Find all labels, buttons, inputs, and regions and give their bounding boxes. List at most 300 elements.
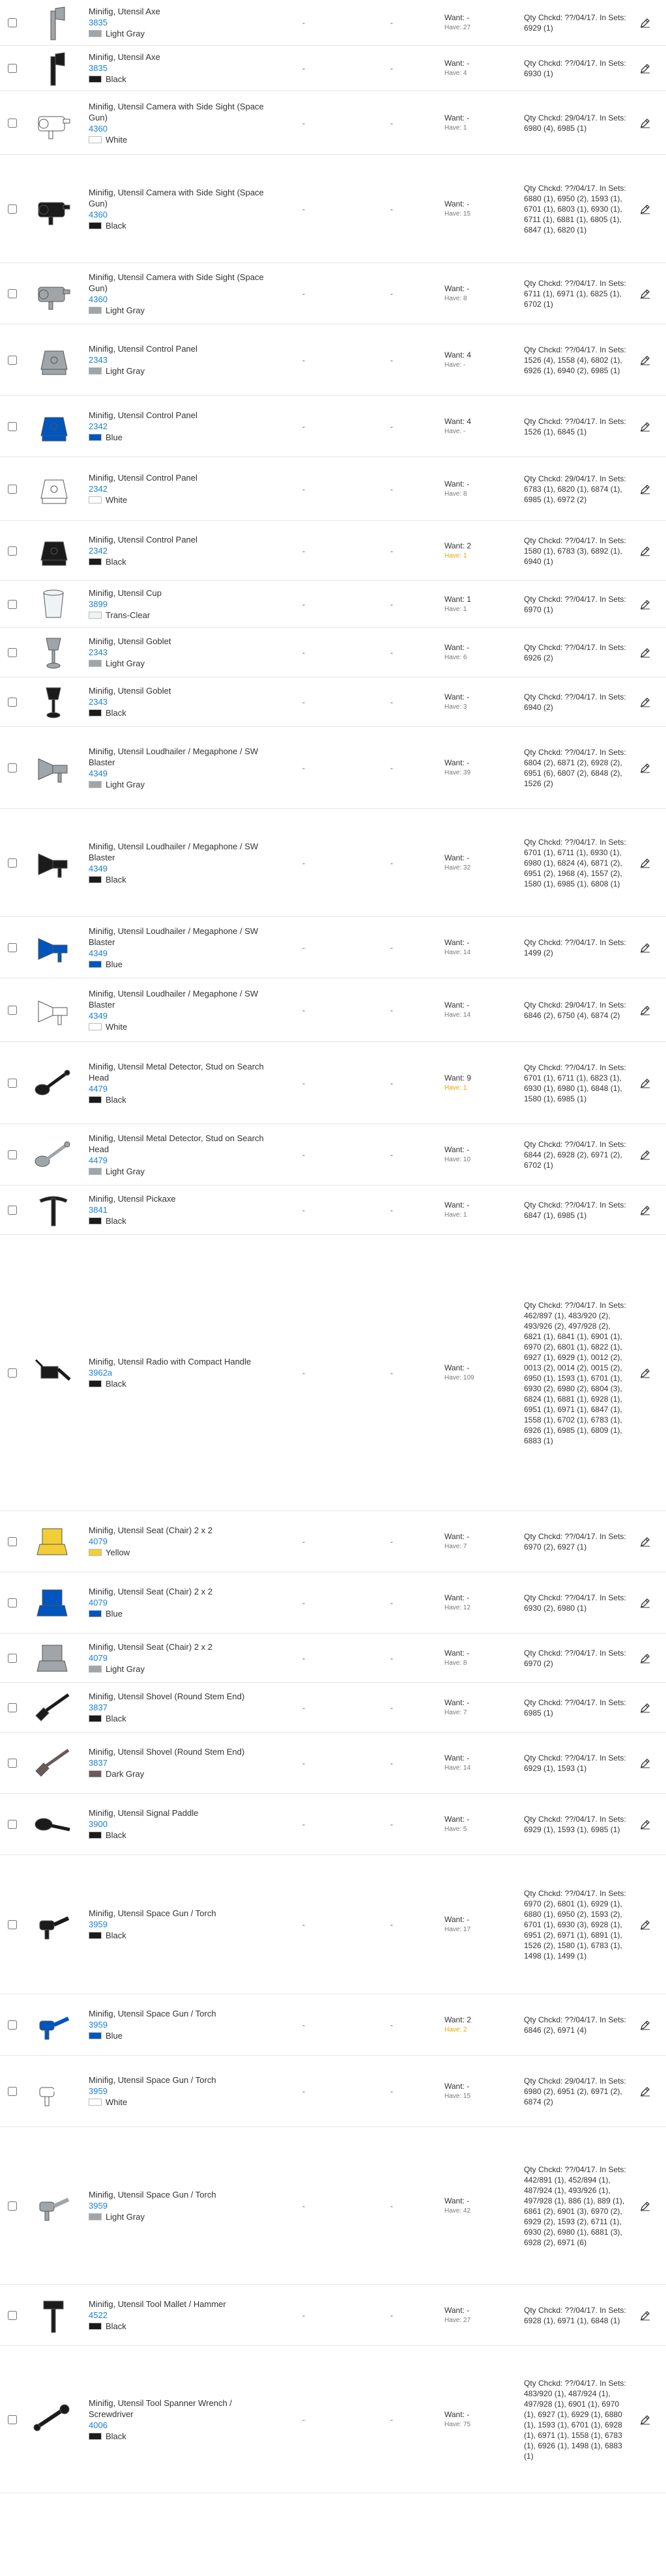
edit-action[interactable] [632, 1758, 658, 1768]
edit-pencil-icon[interactable] [640, 2414, 650, 2425]
color-swatch [89, 1770, 102, 1777]
row-checkbox[interactable] [8, 422, 17, 431]
select-cell [0, 2087, 25, 2096]
col-a-value: - [302, 599, 305, 609]
part-id-link[interactable]: 2342 [89, 484, 108, 494]
panel-icon [29, 341, 78, 380]
col-b-value: - [390, 1150, 393, 1159]
edit-pencil-icon[interactable] [640, 1819, 650, 1830]
edit-pencil-icon[interactable] [640, 942, 650, 953]
have-value: Have: 14 [444, 1011, 471, 1019]
edit-pencil-icon[interactable] [640, 2310, 650, 2321]
edit-pencil-icon[interactable] [640, 1205, 650, 1215]
have-value: Have: 1 [444, 1211, 467, 1219]
edit-pencil-icon[interactable] [640, 289, 650, 299]
edit-pencil-icon[interactable] [640, 858, 650, 868]
megaphone-part-image[interactable] [25, 843, 82, 883]
color-name: Blue [106, 432, 123, 442]
part-id-link[interactable]: 4079 [89, 1653, 108, 1663]
color-swatch [89, 1549, 102, 1556]
have-value: Have: 27 [444, 2316, 471, 2324]
color-name: Light Gray [106, 2212, 145, 2222]
select-cell [0, 1703, 25, 1712]
edit-action[interactable] [632, 1150, 658, 1160]
edit-action[interactable] [632, 2020, 658, 2030]
color-swatch [89, 1932, 102, 1939]
want-value: Want: - [444, 642, 470, 652]
edit-action[interactable] [632, 204, 658, 214]
want-value: Want: - [444, 12, 470, 22]
col-a-value: - [302, 2414, 305, 2424]
cup-part-image[interactable] [25, 585, 82, 624]
select-cell [0, 1006, 25, 1015]
edit-action[interactable] [632, 2414, 658, 2425]
edit-action[interactable] [632, 484, 658, 494]
col-a-value: - [302, 1005, 305, 1015]
row-checkbox[interactable] [8, 1150, 17, 1159]
part-row [0, 917, 666, 978]
seat-part-image[interactable] [25, 1522, 82, 1561]
torch-part-image[interactable] [25, 1905, 82, 1944]
part-color [89, 556, 268, 567]
want-have [444, 1531, 524, 1552]
edit-pencil-icon[interactable] [640, 63, 650, 74]
edit-action[interactable] [632, 647, 658, 658]
wrench-part-image[interactable] [25, 2400, 82, 2439]
part-id-link[interactable]: 4479 [89, 1083, 108, 1094]
part-id-link[interactable]: 2342 [89, 421, 108, 431]
color-name: Black [106, 2321, 126, 2331]
edit-action[interactable] [632, 2310, 658, 2321]
radio-part-image[interactable] [25, 1353, 82, 1393]
row-checkbox[interactable] [8, 1537, 17, 1546]
select-cell [0, 2415, 25, 2424]
edit-action[interactable] [632, 1598, 658, 1608]
part-color [89, 874, 268, 885]
part-name: Minifig, Utensil Camera with Side Sight (Space Gun) [89, 101, 264, 122]
row-checkbox[interactable] [8, 18, 17, 27]
want-value: Want: - [444, 692, 470, 701]
edit-pencil-icon[interactable] [640, 1598, 650, 1608]
camera-part-image[interactable] [25, 274, 82, 313]
qty-checked-sets: Qty Chckd: ??/04/17. In Sets: 6804 (2), 6871 (2), 6928 (2), 6951 (6), 6807 (2), 6848 (2), 1526 (2) [524, 747, 626, 788]
part-color [89, 2431, 268, 2442]
edit-pencil-icon[interactable] [640, 546, 650, 556]
camera-icon [29, 190, 78, 229]
seat-icon [29, 1583, 78, 1622]
part-id-link[interactable]: 4522 [89, 2310, 108, 2320]
edit-action[interactable] [632, 1205, 658, 1215]
row-checkbox[interactable] [8, 1079, 17, 1088]
edit-action[interactable] [632, 1919, 658, 1930]
want-have [444, 853, 524, 873]
col-a-value: - [302, 1205, 305, 1215]
part-id-link[interactable]: 4349 [89, 948, 108, 958]
goblet-part-image[interactable] [25, 683, 82, 722]
part-color [89, 1663, 268, 1675]
col-a-value: - [302, 1919, 305, 1929]
part-id-link[interactable]: 2343 [89, 647, 108, 657]
want-value: Want: - [444, 2081, 470, 2091]
col-a-value: - [302, 546, 305, 556]
part-id-link[interactable]: 3837 [89, 1758, 108, 1768]
goblet-icon [29, 633, 78, 672]
row-checkbox[interactable] [8, 2311, 17, 2320]
part-id-link[interactable]: 4006 [89, 2420, 108, 2430]
col-a-value: - [302, 647, 305, 657]
col-b-value: - [390, 599, 393, 609]
edit-action[interactable] [632, 63, 658, 74]
axe-part-image[interactable] [25, 49, 82, 88]
qty-checked-sets: Qty Chckd: ??/04/17. In Sets: 6928 (1), 6971 (1), 6848 (1) [524, 2305, 626, 2325]
camera-part-image[interactable] [25, 104, 82, 143]
color-swatch [89, 136, 102, 143]
part-id-link[interactable]: 4079 [89, 1536, 108, 1546]
part-id-link[interactable]: 3900 [89, 1819, 108, 1829]
want-have [444, 1648, 524, 1669]
select-cell [0, 858, 25, 868]
paddle-icon [29, 1805, 78, 1844]
want-value: Want: - [444, 1000, 470, 1010]
camera-icon [29, 104, 78, 143]
panel-part-image[interactable] [25, 531, 82, 571]
edit-pencil-icon[interactable] [640, 204, 650, 214]
color-name: Black [106, 557, 126, 567]
col-a-value: - [302, 289, 305, 298]
row-checkbox[interactable] [8, 546, 17, 556]
have-value: Have: 17 [444, 1925, 471, 1933]
col-a-value: - [302, 2201, 305, 2211]
col-b-value: - [390, 1819, 393, 1829]
edit-action[interactable] [632, 599, 658, 610]
part-color [89, 1215, 268, 1226]
shovel-part-image[interactable] [25, 1688, 82, 1727]
part-description [82, 685, 268, 718]
color-name: Light Gray [106, 658, 145, 668]
part-color [89, 1547, 268, 1558]
row-checkbox[interactable] [8, 858, 17, 868]
megaphone-part-image[interactable] [25, 928, 82, 967]
part-id-link[interactable]: 4360 [89, 209, 108, 219]
want-have [444, 350, 524, 371]
have-value: Have: 32 [444, 864, 471, 871]
want-value: Want: 2 [444, 541, 471, 550]
part-row [0, 1794, 666, 1855]
want-value: Want: - [444, 853, 470, 862]
part-color [89, 134, 268, 145]
qty-checked-sets: Qty Chckd: ??/04/17. In Sets: 6711 (1), 6971 (1), 6825 (1), 6702 (1) [524, 278, 626, 309]
part-name: Minifig, Utensil Tool Spanner Wrench / Screwdriver [89, 2398, 232, 2419]
want-value: Want: - [444, 479, 470, 488]
edit-action[interactable] [632, 1703, 658, 1713]
edit-action[interactable] [632, 697, 658, 707]
row-checkbox[interactable] [8, 356, 17, 365]
edit-pencil-icon[interactable] [640, 763, 650, 773]
part-id-link[interactable]: 3959 [89, 1919, 108, 1929]
row-checkbox[interactable] [8, 119, 17, 128]
row-checkbox[interactable] [8, 1820, 17, 1829]
part-color [89, 1094, 268, 1105]
seat-part-image[interactable] [25, 1583, 82, 1622]
edit-action[interactable] [632, 942, 658, 953]
seat-part-image[interactable] [25, 1639, 82, 1678]
edit-pencil-icon[interactable] [640, 1368, 650, 1378]
color-swatch [89, 1832, 102, 1839]
edit-action[interactable] [632, 355, 658, 365]
want-have [444, 1814, 524, 1835]
have-value: Have: 1 [444, 1084, 467, 1092]
torch-icon [29, 2187, 78, 2226]
panel-icon [29, 470, 78, 509]
row-checkbox[interactable] [8, 485, 17, 494]
part-id-link[interactable]: 4479 [89, 1155, 108, 1165]
part-id-link[interactable]: 3899 [89, 599, 108, 609]
edit-pencil-icon[interactable] [640, 1078, 650, 1088]
qty-checked-sets: Qty Chckd: ??/04/17. In Sets: 6929 (1) [524, 12, 626, 33]
qty-checked-sets: Qty Chckd: ??/04/17. In Sets: 6846 (2), 6971 (4) [524, 2015, 626, 2035]
have-value: Have: 2 [444, 2026, 467, 2033]
part-row [0, 2056, 666, 2127]
panel-part-image[interactable] [25, 407, 82, 446]
detector-part-image[interactable] [25, 1064, 82, 1103]
qty-checked-sets: Qty Chckd: 29/04/17. In Sets: 6846 (2), 6750 (4), 6874 (2) [524, 1000, 626, 1020]
edit-action[interactable] [632, 18, 658, 28]
row-checkbox[interactable] [8, 2020, 17, 2030]
megaphone-part-image[interactable] [25, 748, 82, 787]
hammer-part-image[interactable] [25, 2296, 82, 2335]
edit-pencil-icon[interactable] [640, 118, 650, 128]
part-description [82, 2008, 268, 2041]
select-cell [0, 2201, 25, 2211]
part-name: Minifig, Utensil Space Gun / Torch [89, 2009, 216, 2018]
part-id-link[interactable]: 4349 [89, 1010, 108, 1021]
edit-action[interactable] [632, 2086, 658, 2097]
edit-pencil-icon[interactable] [640, 1150, 650, 1160]
part-id-link[interactable]: 3835 [89, 18, 108, 27]
part-id-link[interactable]: 2343 [89, 355, 108, 365]
color-swatch [89, 1380, 102, 1387]
col-a-value: - [302, 942, 305, 952]
row-checkbox[interactable] [8, 1368, 17, 1378]
col-b-value: - [390, 2414, 393, 2424]
edit-action[interactable] [632, 1078, 658, 1088]
row-checkbox[interactable] [8, 64, 17, 73]
torch-part-image[interactable] [25, 2005, 82, 2045]
goblet-part-image[interactable] [25, 633, 82, 672]
row-checkbox[interactable] [8, 1006, 17, 1015]
edit-pencil-icon[interactable] [640, 647, 650, 658]
part-description [82, 1691, 268, 1724]
row-checkbox[interactable] [8, 1206, 17, 1215]
part-id-link[interactable]: 4079 [89, 1598, 108, 1607]
part-id-link[interactable]: 4349 [89, 863, 108, 873]
part-id-link[interactable]: 3959 [89, 2086, 108, 2096]
edit-pencil-icon[interactable] [640, 1005, 650, 1015]
part-id-link[interactable]: 3835 [89, 63, 108, 73]
edit-action[interactable] [632, 763, 658, 773]
paddle-part-image[interactable] [25, 1805, 82, 1844]
edit-pencil-icon[interactable] [640, 1536, 650, 1547]
select-cell [0, 1537, 25, 1546]
part-id-link[interactable]: 3837 [89, 1703, 108, 1712]
cup-icon [29, 585, 78, 624]
edit-action[interactable] [632, 858, 658, 868]
part-id-link[interactable]: 2342 [89, 546, 108, 556]
part-id-link[interactable]: 3959 [89, 2020, 108, 2030]
panel-part-image[interactable] [25, 341, 82, 380]
color-name: Light Gray [106, 305, 145, 315]
select-cell [0, 1759, 25, 1768]
col-b-value: - [390, 421, 393, 431]
have-value: Have: 5 [444, 1825, 467, 1833]
detector-part-image[interactable] [25, 1135, 82, 1174]
axe-part-image[interactable] [25, 3, 82, 42]
color-name: Black [106, 874, 126, 885]
torch-part-image[interactable] [25, 2072, 82, 2111]
want-have [444, 1697, 524, 1718]
part-id-link[interactable]: 3841 [89, 1205, 108, 1215]
edit-pencil-icon[interactable] [640, 599, 650, 610]
part-id-link[interactable]: 4360 [89, 123, 108, 134]
row-checkbox[interactable] [8, 2087, 17, 2096]
edit-action[interactable] [632, 1653, 658, 1663]
col-b-value: - [390, 118, 393, 128]
color-name: Trans-Clear [106, 610, 151, 620]
edit-action[interactable] [632, 118, 658, 128]
edit-pencil-icon[interactable] [640, 2020, 650, 2030]
row-checkbox[interactable] [8, 2415, 17, 2424]
edit-action[interactable] [632, 2201, 658, 2211]
color-swatch [89, 30, 102, 37]
part-description [82, 2189, 268, 2222]
torch-part-image[interactable] [25, 2187, 82, 2226]
megaphone-icon [29, 843, 78, 883]
row-checkbox[interactable] [8, 2201, 17, 2211]
col-b-value: - [390, 1598, 393, 1607]
select-cell [0, 648, 25, 657]
col-b-value: - [390, 942, 393, 952]
want-value: Want: 4 [444, 416, 471, 426]
edit-action[interactable] [632, 1819, 658, 1830]
part-name: Minifig, Utensil Seat (Chair) 2 x 2 [89, 1642, 213, 1652]
part-color [89, 1608, 268, 1619]
row-checkbox[interactable] [8, 1598, 17, 1607]
part-id-link[interactable]: 3959 [89, 2201, 108, 2211]
want-value: Want: - [444, 2196, 470, 2205]
have-value: Have: 1 [444, 605, 467, 613]
row-checkbox[interactable] [8, 600, 17, 609]
edit-action[interactable] [632, 546, 658, 556]
select-cell [0, 546, 25, 556]
edit-pencil-icon[interactable] [640, 1653, 650, 1663]
shovel-part-image[interactable] [25, 1744, 82, 1783]
col-b-value: - [390, 697, 393, 707]
part-id-link[interactable]: 3962a [89, 1368, 113, 1378]
panel-icon [29, 531, 78, 571]
edit-pencil-icon[interactable] [640, 2201, 650, 2211]
edit-pencil-icon[interactable] [640, 697, 650, 707]
part-description [82, 187, 268, 231]
row-checkbox[interactable] [8, 1920, 17, 1929]
edit-pencil-icon[interactable] [640, 1919, 650, 1930]
color-swatch [89, 2099, 102, 2106]
have-value: Have: 7 [444, 1542, 467, 1550]
qty-checked-sets: Qty Chckd: ??/04/17. In Sets: 6940 (2) [524, 692, 626, 712]
megaphone-part-image[interactable] [25, 991, 82, 1030]
part-description [82, 2398, 268, 2442]
row-checkbox[interactable] [8, 763, 17, 772]
color-name: Light Gray [106, 1166, 145, 1176]
want-have [444, 2015, 524, 2035]
edit-pencil-icon[interactable] [640, 2086, 650, 2097]
edit-pencil-icon[interactable] [640, 1703, 650, 1713]
part-name: Minifig, Utensil Cup [89, 588, 162, 598]
part-id-link[interactable]: 4360 [89, 294, 108, 304]
col-b-value: - [390, 1368, 393, 1378]
row-checkbox[interactable] [8, 289, 17, 298]
edit-pencil-icon[interactable] [640, 18, 650, 28]
panel-icon [29, 407, 78, 446]
have-value: Have: 8 [444, 490, 467, 498]
col-b-value: - [390, 18, 393, 27]
row-checkbox[interactable] [8, 1703, 17, 1712]
row-checkbox[interactable] [8, 698, 17, 707]
edit-pencil-icon[interactable] [640, 355, 650, 365]
camera-part-image[interactable] [25, 190, 82, 229]
part-row [0, 1572, 666, 1634]
part-row [0, 2127, 666, 2285]
part-name: Minifig, Utensil Metal Detector, Stud on Search Head [89, 1133, 264, 1154]
col-a-value: - [302, 484, 305, 494]
row-checkbox[interactable] [8, 943, 17, 952]
edit-action[interactable] [632, 1536, 658, 1547]
part-id-link[interactable]: 2343 [89, 697, 108, 707]
part-color [89, 959, 268, 970]
row-checkbox[interactable] [8, 648, 17, 657]
edit-action[interactable] [632, 289, 658, 299]
row-checkbox[interactable] [8, 1759, 17, 1768]
qty-checked-sets: Qty Chckd: ??/04/17. In Sets: 6970 (2), 6927 (1) [524, 1531, 626, 1551]
pickaxe-part-image[interactable] [25, 1191, 82, 1230]
part-color [89, 2211, 268, 2222]
edit-pencil-icon[interactable] [640, 1758, 650, 1768]
edit-action[interactable] [632, 421, 658, 432]
part-color [89, 658, 268, 669]
edit-pencil-icon[interactable] [640, 421, 650, 432]
want-value: Want: - [444, 2305, 470, 2315]
color-name: White [106, 134, 128, 145]
row-checkbox[interactable] [8, 1654, 17, 1663]
col-a-value: - [302, 1536, 305, 1546]
part-row [0, 628, 666, 677]
part-description [82, 1807, 268, 1841]
color-swatch [89, 1023, 102, 1030]
part-id-link[interactable]: 4349 [89, 768, 108, 778]
want-have [444, 541, 524, 561]
color-swatch [89, 2032, 102, 2039]
want-value: Want: 4 [444, 350, 471, 360]
edit-action[interactable] [632, 1368, 658, 1378]
panel-part-image[interactable] [25, 470, 82, 509]
color-name: Black [106, 708, 126, 718]
row-checkbox[interactable] [8, 205, 17, 214]
have-value: Have: 4 [444, 69, 467, 77]
want-have [444, 1200, 524, 1221]
edit-pencil-icon[interactable] [640, 484, 650, 494]
edit-action[interactable] [632, 1005, 658, 1015]
part-color [89, 28, 268, 39]
col-b-value: - [390, 1005, 393, 1015]
